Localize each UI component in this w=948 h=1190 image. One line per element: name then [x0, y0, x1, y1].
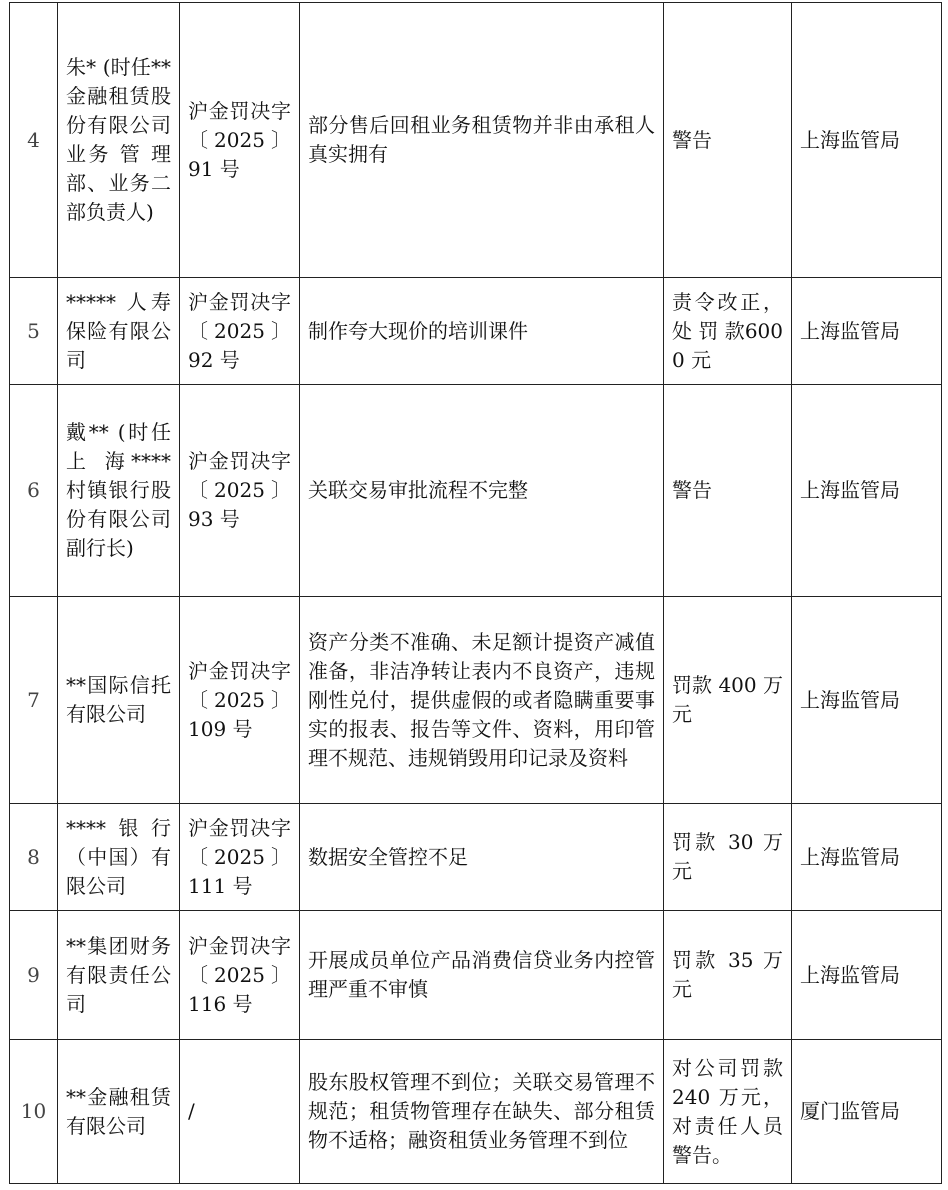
table-row — [10, 385, 942, 597]
decision-number-cell: 沪金罚决字〔2025〕116 号 — [180, 911, 300, 1040]
authority-cell: 上海监管局 — [792, 911, 942, 1040]
table-row — [10, 804, 942, 911]
party-cell: 朱* (时任**金融租赁股份有限公司业务 管 理部、业务二部负责人) — [58, 3, 180, 278]
decision-number-cell: / — [180, 1040, 300, 1184]
table-row — [10, 911, 942, 1040]
decision-number-cell: 沪金罚决字〔2025〕91 号 — [180, 3, 300, 278]
party-cell: 戴** (时任 上 海****村镇银行股份有限公司副行长) — [58, 385, 180, 597]
penalty-cell: 责令改正，处 罚 款6000 元 — [664, 278, 792, 385]
penalty-cell: 罚款 35 万元 — [664, 911, 792, 1040]
row-number: 10 — [10, 1040, 58, 1184]
decision-number-cell: 沪金罚决字〔2025〕92 号 — [180, 278, 300, 385]
authority-cell: 厦门监管局 — [792, 1040, 942, 1184]
violation-cell: 股东股权管理不到位；关联交易管理不规范；租赁物管理存在缺失、部分租赁物不适格；融资租赁业务管理不到位 — [300, 1040, 664, 1184]
penalty-cell: 警告 — [664, 3, 792, 278]
decision-number-cell: 沪金罚决字〔2025〕111 号 — [180, 804, 300, 911]
party-cell: **国际信托有限公司 — [58, 597, 180, 804]
table-row — [10, 597, 942, 804]
violation-cell: 关联交易审批流程不完整 — [300, 385, 664, 597]
penalty-cell: 罚款 30 万元 — [664, 804, 792, 911]
violation-cell: 资产分类不准确、未足额计提资产减值准备，非洁净转让表内不良资产，违规刚性兑付，提供虚假的或者隐瞒重要事实的报表、报告等文件、资料，用印管理不规范、违规销毁用印记录及资料 — [300, 597, 664, 804]
table-row — [10, 3, 942, 278]
row-number: 8 — [10, 804, 58, 911]
row-number: 5 — [10, 278, 58, 385]
violation-cell: 制作夸大现价的培训课件 — [300, 278, 664, 385]
row-number: 6 — [10, 385, 58, 597]
violation-cell: 开展成员单位产品消费信贷业务内控管理严重不审慎 — [300, 911, 664, 1040]
penalty-cell: 对公司罚款 240 万元，对责任人员警告。 — [664, 1040, 792, 1184]
party-cell: ***** 人寿保险有限公司 — [58, 278, 180, 385]
party-cell: **金融租赁有限公司 — [58, 1040, 180, 1184]
party-cell: **集团财务有限责任公司 — [58, 911, 180, 1040]
row-number: 7 — [10, 597, 58, 804]
penalty-cell: 罚款 400 万元 — [664, 597, 792, 804]
penalty-cell: 警告 — [664, 385, 792, 597]
authority-cell: 上海监管局 — [792, 278, 942, 385]
row-number: 4 — [10, 3, 58, 278]
table-row — [10, 1040, 942, 1184]
penalty-table — [9, 2, 942, 1184]
violation-cell: 部分售后回租业务租赁物并非由承租人真实拥有 — [300, 3, 664, 278]
party-cell: ****银行（中国）有限公司 — [58, 804, 180, 911]
decision-number-cell: 沪金罚决字〔2025〕109 号 — [180, 597, 300, 804]
row-number: 9 — [10, 911, 58, 1040]
authority-cell: 上海监管局 — [792, 385, 942, 597]
authority-cell: 上海监管局 — [792, 3, 942, 278]
decision-number-cell: 沪金罚决字〔2025〕93 号 — [180, 385, 300, 597]
authority-cell: 上海监管局 — [792, 597, 942, 804]
authority-cell: 上海监管局 — [792, 804, 942, 911]
violation-cell: 数据安全管控不足 — [300, 804, 664, 911]
table-row — [10, 278, 942, 385]
